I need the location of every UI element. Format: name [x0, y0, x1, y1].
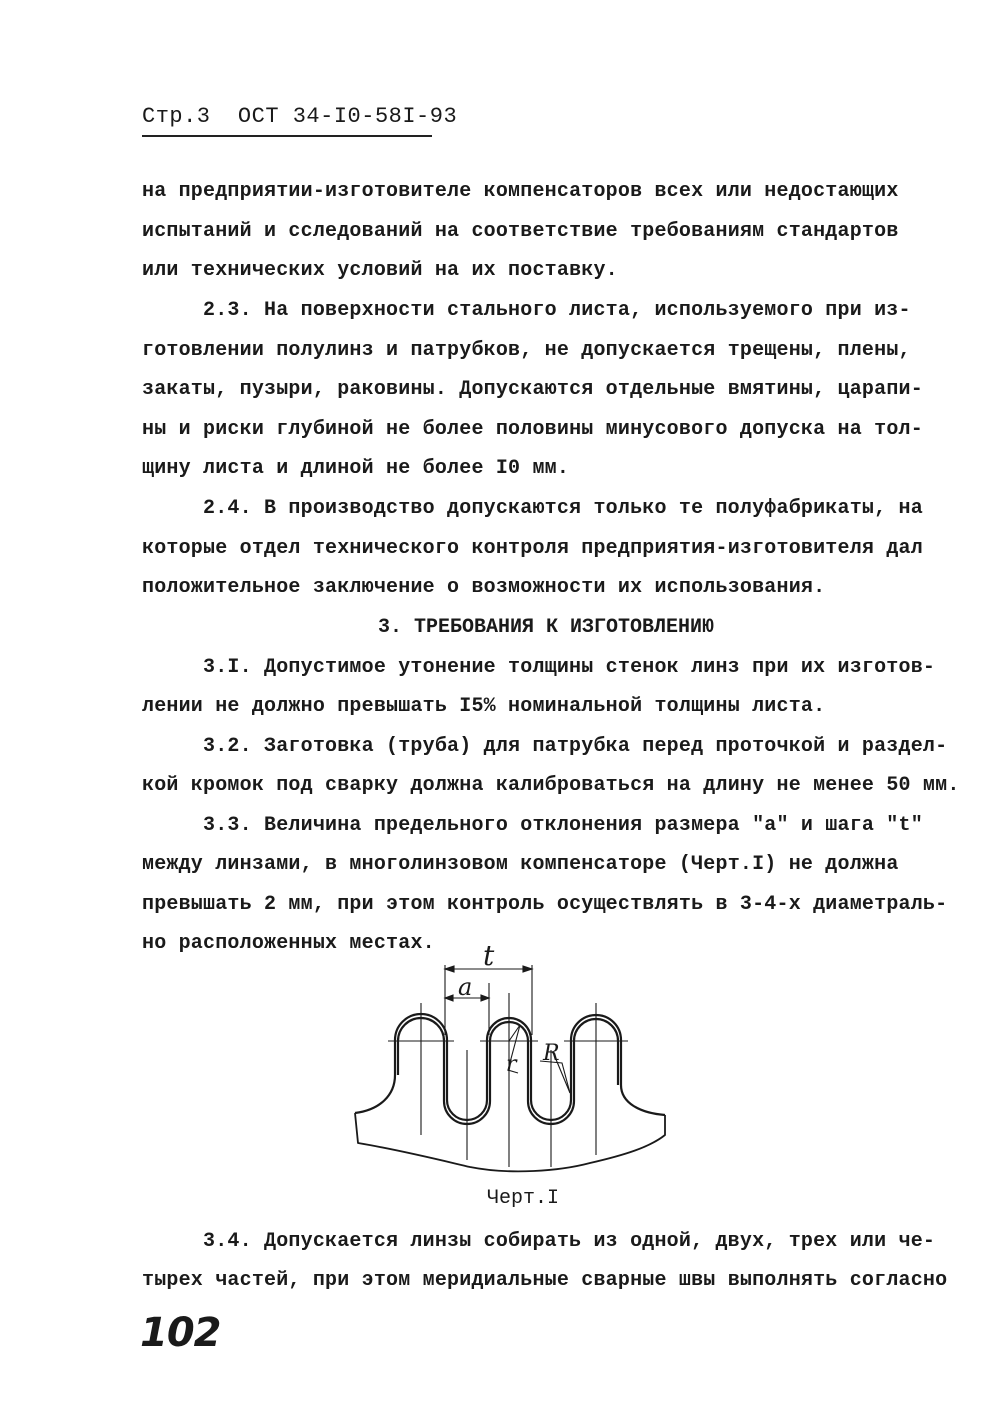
label-r: r: [506, 1052, 517, 1077]
compensator-drawing: [340, 935, 680, 1185]
text-line: между линзами, в многолинзовом компенсаторе (Черт.I) не должна: [142, 853, 899, 876]
text-line: но расположенных местах.: [142, 932, 435, 955]
page-number: 102: [140, 1310, 221, 1356]
page-header: [142, 104, 458, 137]
text-line: ны и риски глубиной не более половины минусового допуска на тол-: [142, 418, 923, 441]
break-line: [355, 1113, 665, 1171]
text-line: 3.4. Допускается линзы собирать из одной, двух, трех или че-: [203, 1230, 936, 1253]
text-line: лении не должно превышать I5% номинальной толщины листа.: [142, 695, 826, 718]
text-line: 3.2. Заготовка (труба) для патрубка перед проточкой и раздел-: [203, 735, 948, 758]
text-line: кой кромок под сварку должна калиброваться на длину не менее 50 мм.: [142, 774, 960, 797]
text-line: щину листа и длиной не более I0 мм.: [142, 457, 570, 480]
text-line: испытаний и сследований на соответствие требованиям стандартов: [142, 220, 899, 243]
text-line: закаты, пузыри, раковины. Допускаются отдельные вмятины, царапи-: [142, 378, 923, 401]
text-line: готовлении полулинз и патрубков, не допускается трещены, плены,: [142, 339, 911, 362]
section-heading: 3. ТРЕБОВАНИЯ К ИЗГОТОВЛЕНИЮ: [378, 616, 715, 639]
text-line: положительное заключение о возможности их использования.: [142, 576, 826, 599]
text-line: тырех частей, при этом меридиальные сварные швы выполнять согласно: [142, 1269, 948, 1292]
text-line: 3.I. Допустимое утонение толщины стенок линз при их изготов-: [203, 656, 936, 679]
standard-number: ОСТ 34-I0-58I-93: [237, 104, 458, 129]
text-line: 2.3. На поверхности стального листа, используемого при из-: [203, 299, 911, 322]
label-R: R: [543, 1041, 560, 1066]
text-line: превышать 2 мм, при этом контроль осуществлять в 3-4-х диаметраль-: [142, 893, 948, 916]
label-a: a: [458, 973, 473, 1001]
text-line: 2.4. В производство допускаются только те полуфабрикаты, на: [203, 497, 923, 520]
text-line: на предприятии-изготовителе компенсаторов всех или недостающих: [142, 180, 899, 203]
page-reference: Стр.3: [142, 104, 211, 129]
text-line: которые отдел технического контроля предприятия-изготовителя дал: [142, 537, 923, 560]
text-line: или технических условий на их поставку.: [142, 259, 618, 282]
text-line: 3.3. Величина предельного отклонения размера "а" и шага "t": [203, 814, 923, 837]
figure-caption: Черт.I: [487, 1187, 560, 1210]
label-t: t: [483, 939, 495, 972]
